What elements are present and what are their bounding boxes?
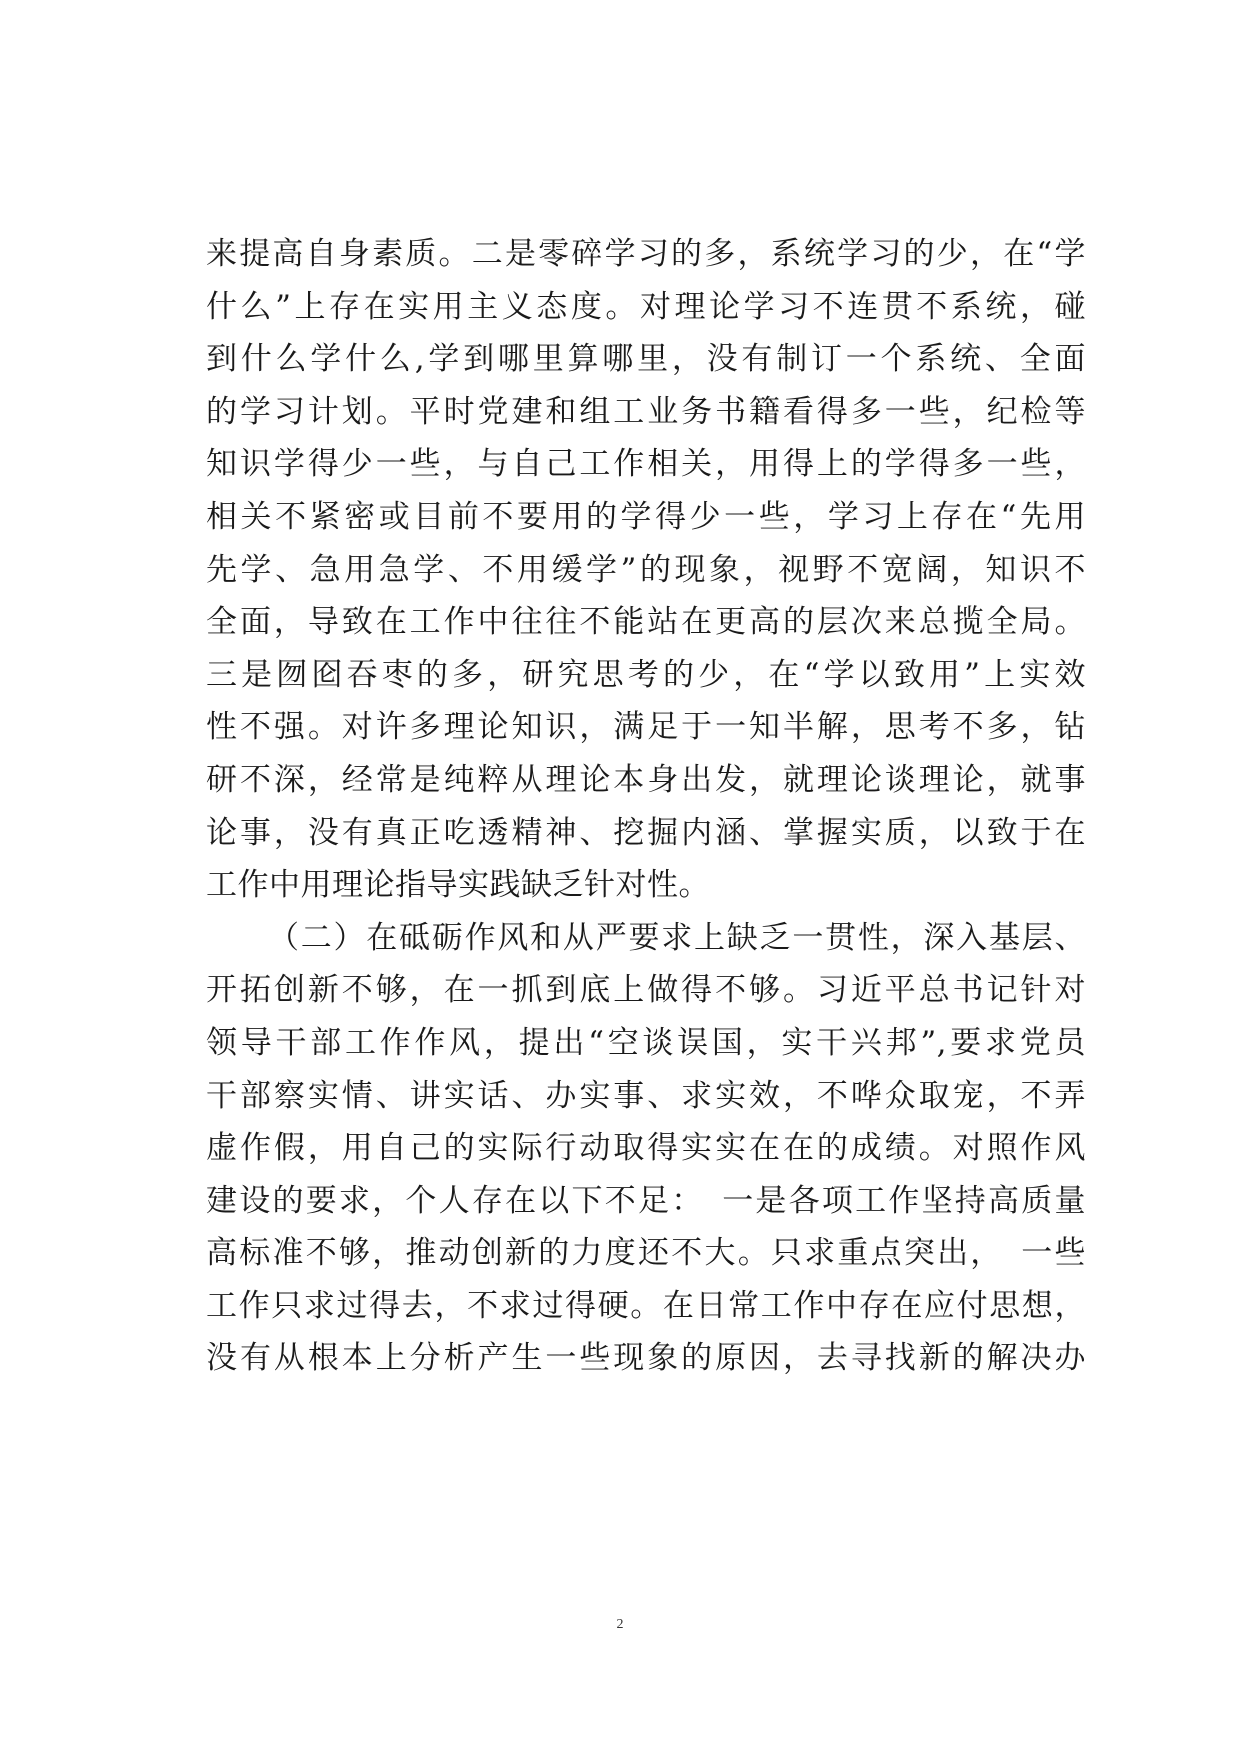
text-line: 的学习计划。平时党建和组工业务书籍看得多一些，纪检等 <box>206 393 1086 430</box>
text-line: 先学、急用急学、不用缓学”的现象，视野不宽阔，知识不 <box>206 551 1086 588</box>
text-line: 论事，没有真正吃透精神、挖掘内涵、掌握实质，以致于在 <box>206 814 1086 851</box>
text-line: 领导干部工作作风，提出“空谈误国，实干兴邦”,要求党员 <box>206 1024 1086 1061</box>
text-line: 开拓创新不够，在一抓到底上做得不够。习近平总书记针对 <box>206 972 1086 1009</box>
text-line: 知识学得少一些，与自己工作相关，用得上的学得多一些， <box>206 446 1086 483</box>
text-line: 三是囫囵吞枣的多，研究思考的少，在“学以致用”上实效 <box>206 656 1086 693</box>
text-line: 工作只求过得去，不求过得硬。在日常工作中存在应付思想， <box>206 1287 1086 1324</box>
text-line: 没有从根本上分析产生一些现象的原因，去寻找新的解决办 <box>206 1340 1086 1377</box>
page-number: 2 <box>616 1617 624 1632</box>
text-line: （二）在砥砺作风和从严要求上缺乏一贯性，深入基层、 <box>268 919 1086 956</box>
text-line: 工作中用理论指导实践缺乏针对性。 <box>206 867 710 904</box>
text-line: 来提高自身素质。二是零碎学习的多，系统学习的少，在“学 <box>206 236 1086 272</box>
text-line: 性不强。对许多理论知识，满足于一知半解，思考不多，钻 <box>206 709 1086 746</box>
text-line: 全面，导致在工作中往往不能站在更高的层次来总揽全局。 <box>206 604 1086 641</box>
text-line: 建设的要求，个人存在以下不足： 一是各项工作坚持高质量 <box>206 1182 1086 1219</box>
text-line: 干部察实情、讲实话、办实事、求实效，不哗众取宠，不弄 <box>206 1077 1086 1114</box>
text-line: 到什么学什么,学到哪里算哪里，没有制订一个系统、全面 <box>206 341 1086 378</box>
body-text <box>206 228 1086 1385</box>
text-line: 什么”上存在实用主义态度。对理论学习不连贯不系统，碰 <box>206 288 1086 325</box>
text-line: 研不深，经常是纯粹从理论本身出发，就理论谈理论，就事 <box>206 761 1086 798</box>
text-line: 相关不紧密或目前不要用的学得少一些，学习上存在“先用 <box>206 498 1086 535</box>
text-line: 虚作假，用自己的实际行动取得实实在在的成绩。对照作风 <box>206 1130 1086 1167</box>
text-line: 高标准不够，推动创新的力度还不大。只求重点突出， 一些 <box>206 1235 1086 1272</box>
